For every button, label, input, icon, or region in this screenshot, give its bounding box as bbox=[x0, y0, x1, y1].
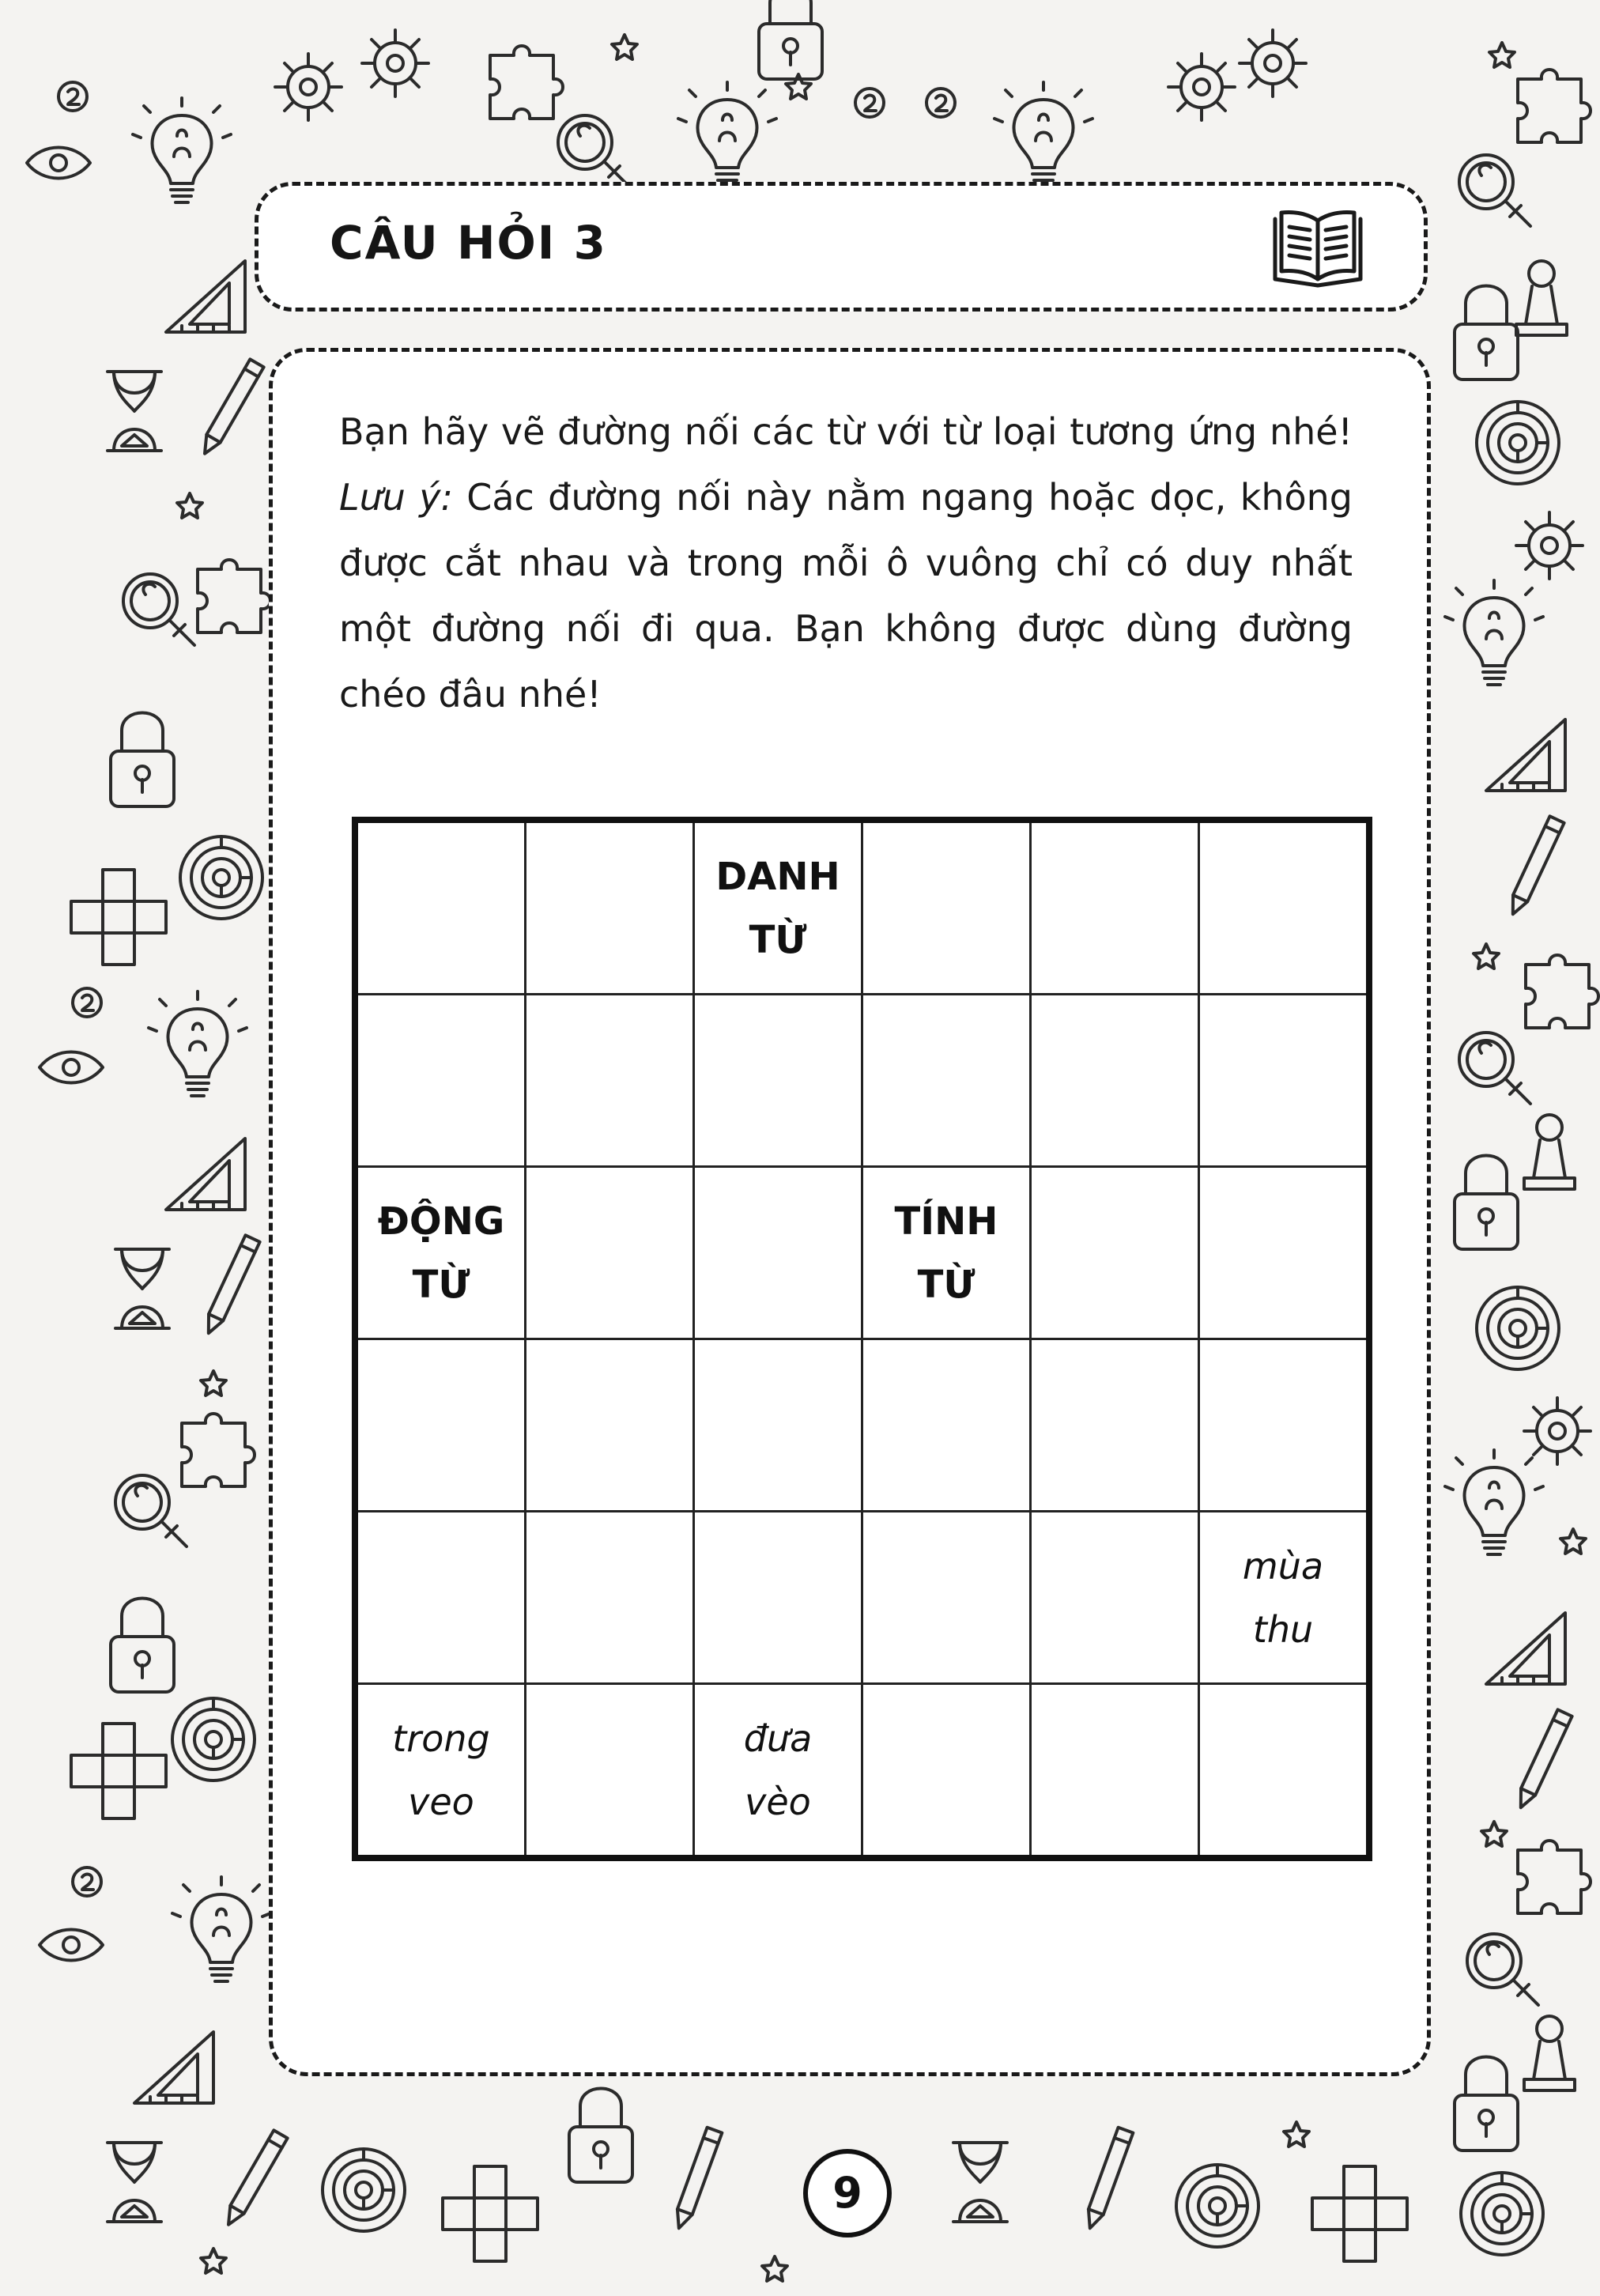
grid-cell[interactable] bbox=[1199, 1684, 1370, 1859]
note-label: Lưu ý: bbox=[339, 476, 453, 519]
category-cell[interactable] bbox=[862, 1167, 1031, 1339]
cell-text: TỪ bbox=[412, 1262, 470, 1307]
grid-cell[interactable] bbox=[862, 995, 1031, 1167]
cell-text: TỪ bbox=[749, 917, 807, 962]
grid-cell[interactable] bbox=[526, 1512, 694, 1684]
grid-cell[interactable] bbox=[862, 1512, 1031, 1684]
grid-row bbox=[355, 1512, 1369, 1684]
grid-cell[interactable] bbox=[1031, 1167, 1199, 1339]
category-cell[interactable] bbox=[694, 820, 862, 995]
cell-text: thu bbox=[1252, 1607, 1314, 1651]
grid-cell[interactable] bbox=[1199, 1339, 1370, 1512]
grid-cell[interactable] bbox=[1031, 1339, 1199, 1512]
grid-row bbox=[355, 1684, 1369, 1859]
grid-cell[interactable] bbox=[1031, 820, 1199, 995]
question-header bbox=[255, 182, 1428, 312]
word-cell[interactable] bbox=[355, 1684, 526, 1859]
grid-cell[interactable] bbox=[526, 995, 694, 1167]
grid-cell[interactable] bbox=[526, 820, 694, 995]
grid-cell[interactable] bbox=[694, 995, 862, 1167]
note-text: Các đường nối này nằm ngang hoặc dọc, không được cắt nhau và trong mỗi ô vuông chỉ có duy nhất một đường nối đi qua. Bạn không được dùng đường chéo đâu nhé! bbox=[339, 476, 1353, 716]
question-title: CÂU HỎI 3 bbox=[330, 216, 607, 270]
cell-text: TỪ bbox=[917, 1262, 975, 1307]
grid-cell[interactable] bbox=[1199, 995, 1370, 1167]
word-cell[interactable] bbox=[694, 1684, 862, 1859]
grid-row bbox=[355, 995, 1369, 1167]
grid-row bbox=[355, 1167, 1369, 1339]
cell-text: DANH bbox=[715, 854, 840, 899]
grid-row bbox=[355, 1339, 1369, 1512]
question-content bbox=[269, 348, 1431, 2076]
grid-cell[interactable] bbox=[355, 1512, 526, 1684]
word-cell[interactable] bbox=[1199, 1512, 1370, 1684]
open-book-icon bbox=[1269, 203, 1367, 292]
grid-cell[interactable] bbox=[526, 1339, 694, 1512]
grid-cell[interactable] bbox=[355, 995, 526, 1167]
grid-cell[interactable] bbox=[526, 1167, 694, 1339]
instructions bbox=[339, 399, 1353, 727]
grid-cell[interactable] bbox=[694, 1167, 862, 1339]
cell-text: đưa bbox=[743, 1716, 813, 1760]
grid-cell[interactable] bbox=[1199, 1167, 1370, 1339]
grid-cell[interactable] bbox=[526, 1684, 694, 1859]
grid-cell[interactable] bbox=[355, 820, 526, 995]
grid-cell[interactable] bbox=[694, 1339, 862, 1512]
grid-cell[interactable] bbox=[862, 1339, 1031, 1512]
cell-text: ĐỘNG bbox=[377, 1199, 505, 1244]
cell-text: veo bbox=[408, 1780, 474, 1823]
grid-cell[interactable] bbox=[862, 1684, 1031, 1859]
grid-cell[interactable] bbox=[862, 820, 1031, 995]
instruction-main: Bạn hãy vẽ đường nối các từ với từ loại tương ứng nhé! bbox=[339, 410, 1353, 453]
grid-cell[interactable] bbox=[1031, 1684, 1199, 1859]
grid-cell[interactable] bbox=[1031, 995, 1199, 1167]
grid-cell[interactable] bbox=[1031, 1512, 1199, 1684]
category-cell[interactable] bbox=[355, 1167, 526, 1339]
puzzle-grid[interactable] bbox=[352, 817, 1372, 1861]
cell-text: mùa bbox=[1242, 1544, 1324, 1588]
grid-cell[interactable] bbox=[355, 1339, 526, 1512]
cell-text: vèo bbox=[745, 1780, 811, 1823]
cell-text: TÍNH bbox=[894, 1199, 998, 1244]
cell-text: trong bbox=[392, 1716, 490, 1760]
grid-cell[interactable] bbox=[694, 1512, 862, 1684]
grid-row bbox=[355, 820, 1369, 995]
grid-cell[interactable] bbox=[1199, 820, 1370, 995]
page-number: 9 bbox=[803, 2149, 892, 2237]
